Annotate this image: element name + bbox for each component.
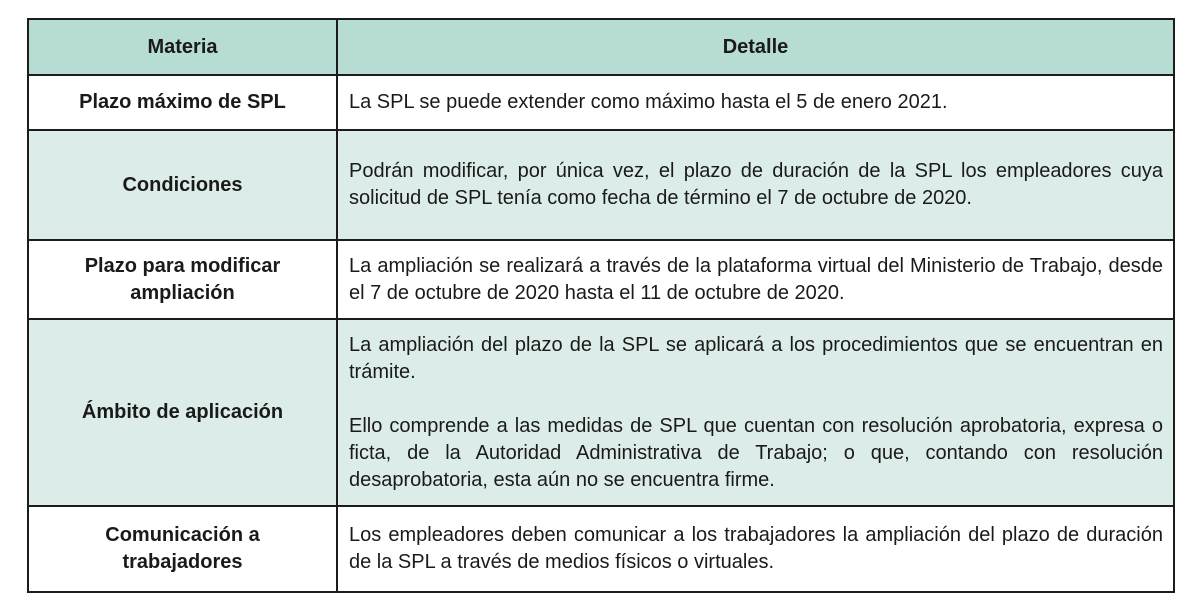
row-label-comunicacion: Comunicación a trabajadores — [28, 506, 337, 592]
header-row — [28, 19, 1174, 75]
row-detail-comunicacion — [337, 506, 1174, 592]
row-label-ambito: Ámbito de aplicación — [28, 319, 337, 506]
row-detail-condiciones — [337, 130, 1174, 240]
row-label-plazo-modificar: Plazo para modificar ampliación — [28, 240, 337, 319]
detail-paragraph: La ampliación se realizará a través de la plataforma virtual del Ministerio de Trabajo, desde el 7 de octubre de 2020 hasta el 11 de octubre de 2020. — [349, 254, 1163, 304]
table-row — [28, 506, 1174, 592]
table-row — [28, 130, 1174, 240]
row-detail-plazo-modificar — [337, 240, 1174, 319]
row-label-plazo-maximo: Plazo máximo de SPL — [28, 75, 337, 130]
row-detail-plazo-maximo — [337, 75, 1174, 130]
detail-paragraph: Ello comprende a las medidas de SPL que cuentan con resolución aprobatoria, expresa o ficta, de la Autoridad Administrativa de Trabajo; o que, contando con resolución desaprobatoria, esta aún no se encuentra firme. — [349, 414, 1163, 491]
document-container — [27, 18, 1175, 593]
row-label-condiciones: Condiciones — [28, 130, 337, 240]
table-row — [28, 319, 1174, 506]
column-header-detalle: Detalle — [337, 19, 1174, 75]
row-detail-ambito — [337, 319, 1174, 506]
detail-paragraph: La SPL se puede extender como máximo hasta el 5 de enero 2021. — [349, 91, 948, 113]
column-header-materia: Materia — [28, 19, 337, 75]
table-row — [28, 240, 1174, 319]
detail-paragraph: La ampliación del plazo de la SPL se aplicará a los procedimientos que se encuentran en trámite. — [349, 333, 1163, 383]
detail-paragraph: Los empleadores deben comunicar a los trabajadores la ampliación del plazo de duración de la SPL a través de medios físicos o virtuales. — [349, 524, 1163, 573]
detail-paragraph: Podrán modificar, por única vez, el plazo de duración de la SPL los empleadores cuya solicitud de SPL tenía como fecha de término el 7 de octubre de 2020. — [349, 160, 1163, 209]
spl-details-table — [27, 18, 1175, 593]
table-row — [28, 75, 1174, 130]
